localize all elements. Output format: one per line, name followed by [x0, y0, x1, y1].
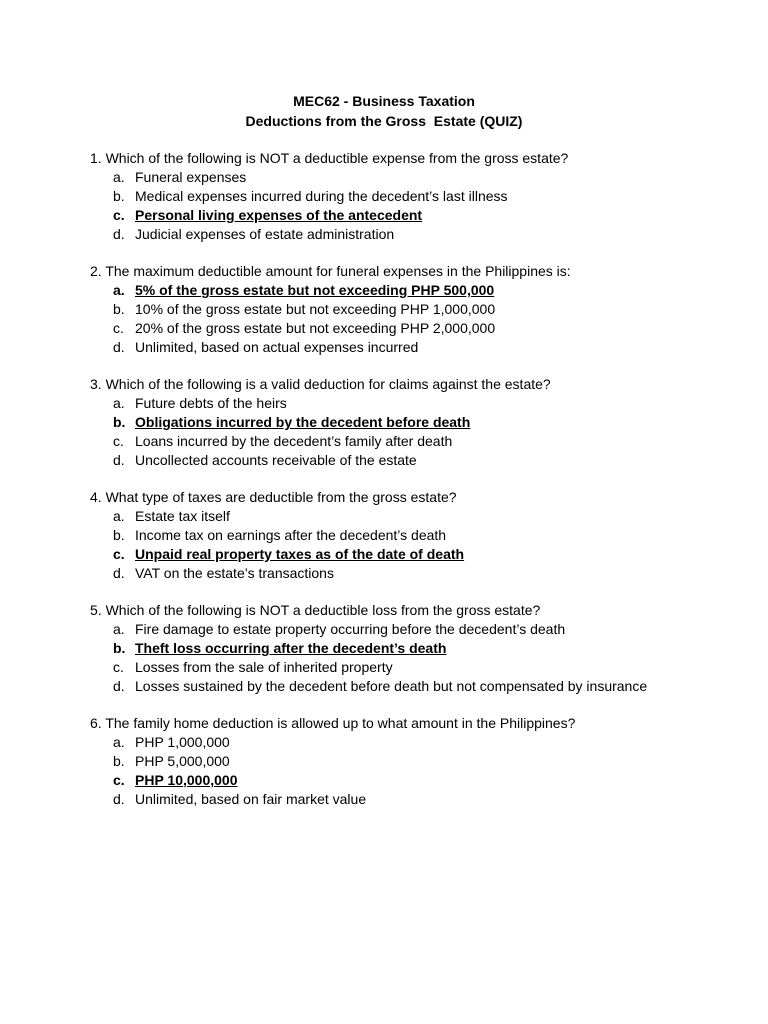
option-text: Funeral expenses: [135, 169, 247, 185]
question-text: 3. Which of the following is a valid deduction for claims against the estate?: [90, 376, 551, 392]
option-text: Personal living expenses of the antecedent: [135, 207, 423, 223]
option-text: Estate tax itself: [135, 508, 230, 524]
option-letter: a.: [113, 169, 125, 185]
option-letter: b.: [113, 527, 125, 543]
answer-option: [90, 658, 750, 677]
option-letter: b.: [113, 753, 125, 769]
question-text: 4. What type of taxes are deductible from the gross estate?: [90, 489, 457, 505]
option-text: Fire damage to estate property occurring before the decedent’s death: [135, 621, 566, 637]
option-letter: c.: [113, 659, 124, 675]
correct-answer-option: [90, 545, 750, 564]
option-text: PHP 10,000,000: [135, 772, 238, 788]
option-text: Future debts of the heirs: [135, 395, 287, 411]
answer-option: [90, 507, 750, 526]
question-2: [90, 262, 750, 357]
question-text: 1. Which of the following is NOT a deductible expense from the gross estate?: [90, 150, 569, 166]
option-text: VAT on the estate’s transactions: [135, 565, 334, 581]
option-text: Unlimited, based on actual expenses incurred: [135, 339, 419, 355]
option-list: [90, 281, 750, 357]
option-letter: d.: [113, 452, 125, 468]
question-4: [90, 488, 750, 583]
question-5: [90, 601, 750, 696]
option-list: [90, 620, 750, 696]
correct-answer-option: [90, 771, 750, 790]
option-text: Obligations incurred by the decedent before death: [135, 414, 471, 430]
option-text: PHP 1,000,000: [135, 734, 230, 750]
option-text: Medical expenses incurred during the decedent’s last illness: [135, 188, 508, 204]
option-text: Income tax on earnings after the decedent’s death: [135, 527, 447, 543]
answer-option: [90, 752, 750, 771]
question-1: [90, 149, 750, 244]
option-text: 5% of the gross estate but not exceeding PHP 500,000: [135, 282, 495, 298]
option-text: Theft loss occurring after the decedent’s death: [135, 640, 447, 656]
option-text: Judicial expenses of estate administration: [135, 226, 395, 242]
option-letter: d.: [113, 339, 125, 355]
option-letter: c.: [113, 433, 124, 449]
option-list: [90, 394, 750, 470]
answer-option: [90, 790, 750, 809]
question-3: [90, 375, 750, 470]
answer-option: [90, 338, 750, 357]
option-list: [90, 733, 750, 809]
question-list: [90, 149, 750, 827]
answer-option: [90, 526, 750, 545]
answer-option: [90, 733, 750, 752]
question-6: [90, 714, 750, 809]
option-letter: a.: [113, 734, 125, 750]
answer-option: [90, 300, 750, 319]
question-text: 5. Which of the following is NOT a deductible loss from the gross estate?: [90, 602, 541, 618]
correct-answer-option: [90, 206, 750, 225]
option-letter: b.: [113, 640, 126, 656]
course-title: MEC62 - Business Taxation: [293, 93, 475, 109]
answer-option: [90, 620, 750, 639]
option-list: [90, 168, 750, 244]
answer-option: [90, 451, 750, 470]
answer-option: [90, 187, 750, 206]
answer-option: [90, 564, 750, 583]
option-letter: a.: [113, 282, 125, 298]
answer-option: [90, 432, 750, 451]
answer-option: [90, 168, 750, 187]
answer-option: [90, 319, 750, 338]
correct-answer-option: [90, 413, 750, 432]
question-text: 2. The maximum deductible amount for funeral expenses in the Philippines is:: [90, 263, 571, 279]
question-text: 6. The family home deduction is allowed up to what amount in the Philippines?: [90, 715, 576, 731]
option-letter: d.: [113, 226, 125, 242]
option-text: Losses from the sale of inherited property: [135, 659, 393, 675]
option-letter: c.: [113, 207, 125, 223]
option-text: Uncollected accounts receivable of the estate: [135, 452, 417, 468]
option-letter: b.: [113, 188, 125, 204]
option-letter: c.: [113, 772, 125, 788]
option-text: Losses sustained by the decedent before death but not compensated by insurance: [135, 678, 648, 694]
option-letter: d.: [113, 791, 125, 807]
option-letter: c.: [113, 546, 125, 562]
option-text: Unlimited, based on fair market value: [135, 791, 367, 807]
answer-option: [90, 225, 750, 244]
correct-answer-option: [90, 281, 750, 300]
option-text: 20% of the gross estate but not exceeding PHP 2,000,000: [135, 320, 496, 336]
option-text: PHP 5,000,000: [135, 753, 230, 769]
option-letter: a.: [113, 508, 125, 524]
quiz-title: Deductions from the Gross Estate (QUIZ): [245, 112, 523, 129]
option-letter: b.: [113, 414, 126, 430]
option-text: Loans incurred by the decedent’s family after death: [135, 433, 453, 449]
correct-answer-option: [90, 639, 750, 658]
option-letter: b.: [113, 301, 125, 317]
title-block: [0, 92, 768, 131]
option-letter: d.: [113, 678, 125, 694]
option-list: [90, 507, 750, 583]
option-text: Unpaid real property taxes as of the date of death: [135, 546, 465, 562]
answer-option: [90, 677, 750, 696]
option-letter: a.: [113, 621, 125, 637]
option-letter: a.: [113, 395, 125, 411]
answer-option: [90, 394, 750, 413]
option-letter: c.: [113, 320, 124, 336]
option-text: 10% of the gross estate but not exceeding PHP 1,000,000: [135, 301, 496, 317]
option-letter: d.: [113, 565, 125, 581]
